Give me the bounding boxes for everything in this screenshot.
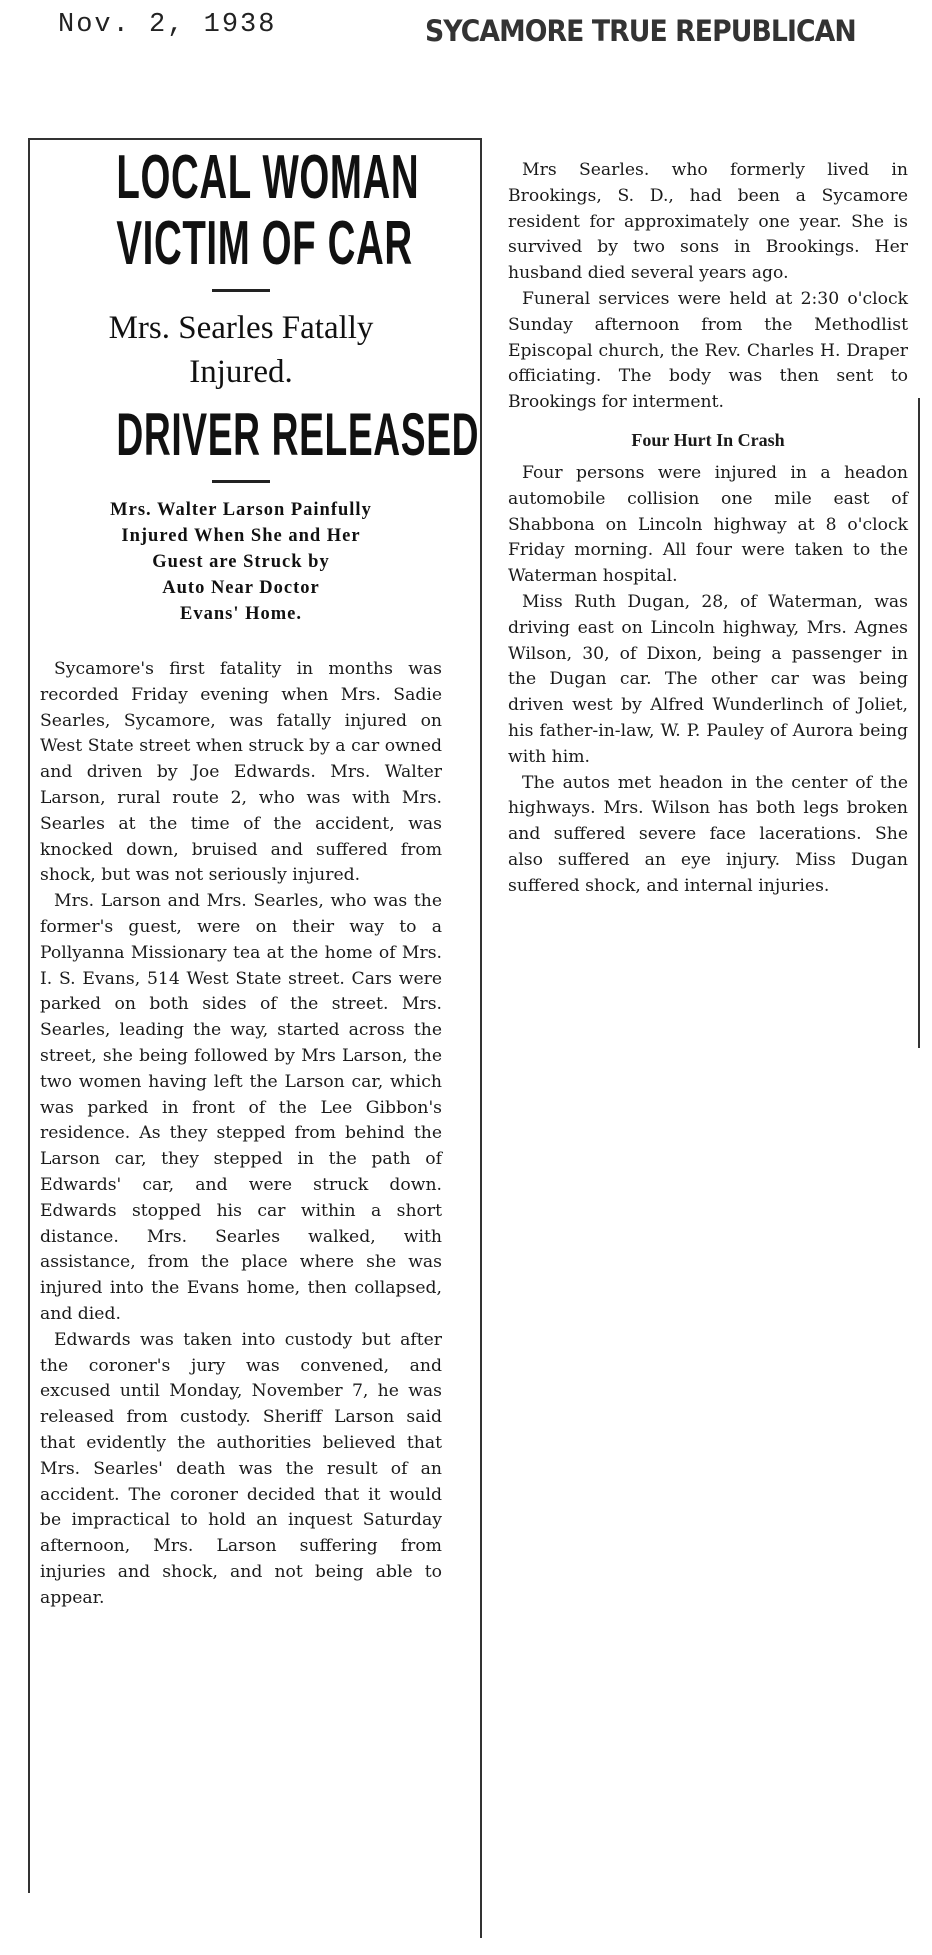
subheadline-line-2: Injured.	[189, 354, 293, 390]
article-paragraph: Four persons were injured in a headon automobile collision one mile east of Shabbona on Lincoln highway at 8 o'clock Friday morning. All four were taken to the Waterman hospital.	[508, 462, 908, 587]
article-paragraph: The autos met headon in the center of the highways. Mrs. Wilson has both legs broken and suffered severe face lacerations. She also suffered an eye injury. Miss Dugan suffered shock, and internal injuries.	[508, 772, 908, 896]
article-paragraph: Mrs Searles. who formerly lived in Brookings, S. D., had been a Sycamore resident for approximately one year. She is survived by two sons in Brookings. Her husband died several years ago.	[508, 160, 908, 284]
deck	[40, 497, 442, 627]
right-border-rule	[918, 398, 920, 1048]
headline-line-1: LOCAL WOMAN	[116, 143, 420, 212]
article-column-1	[40, 143, 480, 1611]
deck-line: Guest are Struck by	[152, 552, 330, 572]
clipping-date: Nov. 2, 1938	[58, 10, 277, 40]
section-subhead: Four Hurt In Crash	[631, 429, 785, 450]
deck-line: Evans' Home.	[180, 604, 302, 624]
deck-line: Auto Near Doctor	[162, 578, 320, 598]
article-paragraph: Funeral services were held at 2:30 o'clock Sunday afternoon from the Methodlist Episcopal church, the Rev. Charles H. Draper officiating. The body was then sent to Brookings for interment.	[508, 288, 908, 413]
headline-driver-released: DRIVER RELEASED	[116, 401, 480, 468]
article-column-2	[508, 158, 908, 900]
article-paragraph: Edwards was taken into custody but after the coroner's jury was convened, and excused until Monday, November 7, he was released from custody. Sheriff Larson said that evidently the authorities believed that Mrs. Searles' death was the result of an accident. The coroner decided that it would be impractical to hold an inquest Saturday afternoon, Mrs. Larson suffering from injuries and shock, and not being able to appear.	[40, 1329, 442, 1608]
deck-line: Injured When She and Her	[121, 526, 361, 546]
headline-line-2: VICTIM OF CAR	[116, 209, 413, 278]
column-divider-rule	[480, 138, 482, 1938]
deck-divider	[212, 480, 270, 483]
article-paragraph: Mrs. Larson and Mrs. Searles, who was the former's guest, were on their way to a Pollyanna Missionary tea at the home of Mrs. I. S. Evans, 514 West State street. Cars were parked on both sides of the street. Mrs. Searles, leading the way, started across the street, she being followed by Mrs Larson, the two women having left the Larson car, which was parked in front of the Lee Gibbon's residence. As they stepped from behind the Larson car, they stepped in the path of Edwards' car, and were struck down. Edwards stopped his car within a short distance. Mrs. Searles walked, with assistance, from the place where she was injured into the Evans home, then collapsed, and died.	[40, 891, 442, 1324]
left-border-rule	[28, 138, 30, 1893]
headline-divider	[212, 289, 270, 292]
deck-line: Mrs. Walter Larson Painfully	[110, 500, 372, 520]
newspaper-stamp: SYCAMORE TRUE REPUBLICAN	[425, 14, 856, 48]
top-border-rule	[28, 138, 482, 140]
article-paragraph: Miss Ruth Dugan, 28, of Waterman, was driving east on Lincoln highway, Mrs. Agnes Wilson, 30, of Dixon, being a passenger in the Dugan car. The other car was being driven west by Alfred Wunderlinch of Joliet, his father-in-law, W. P. Pauley of Aurora being with him.	[508, 591, 908, 767]
subheadline-line-1: Mrs. Searles Fatally	[108, 310, 374, 346]
article-paragraph: Sycamore's first fatality in months was recorded Friday evening when Mrs. Sadie Searles, Sycamore, was fatally injured on West State street when struck by a car owned and driven by Joe Edwards. Mrs. Walter Larson, rural route 2, who was with Mrs. Searles at the time of the accident, was knocked down, bruised and suffered from shock, but was not seriously injured.	[40, 659, 442, 886]
